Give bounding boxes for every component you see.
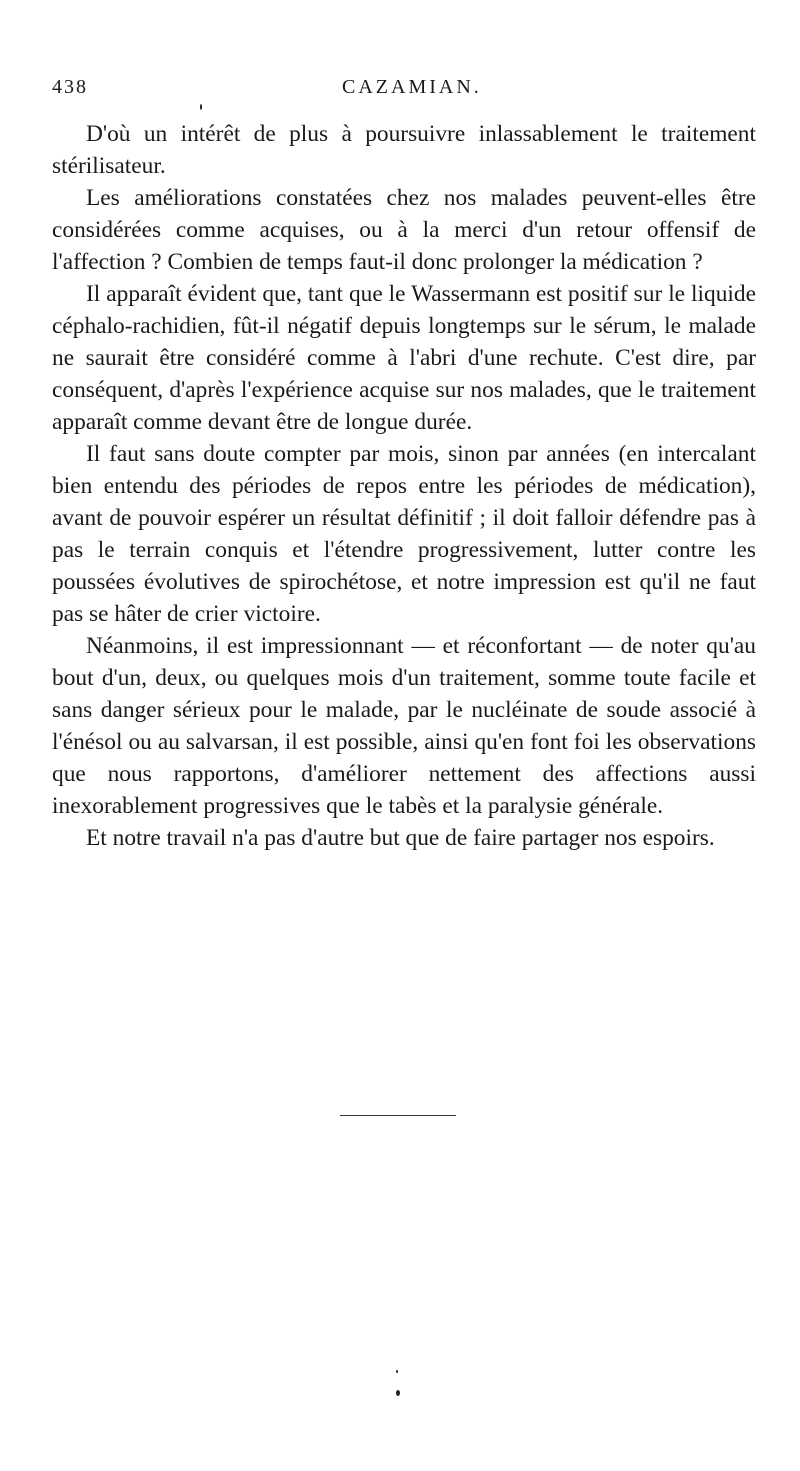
paragraph: D'où un intérêt de plus à poursuivre inlassablement le traitement stérilisateur. — [52, 121, 756, 179]
running-head: CAZAMIAN. — [342, 76, 482, 98]
ink-speck — [200, 104, 202, 110]
page-header — [52, 76, 752, 102]
paragraph: Les améliorations constatées chez nos malades peuvent-elles être considérées comme acquises, ou à la merci d'un retour offensif de l'affection ? Combien de temps faut-il donc prolonger la médication ? — [52, 185, 756, 275]
ink-speck — [396, 1370, 398, 1373]
page-number: 438 — [52, 76, 88, 98]
body-text — [52, 118, 756, 854]
ink-speck — [396, 1390, 400, 1396]
end-rule — [340, 1115, 456, 1116]
paragraph: Et notre travail n'a pas d'autre but que de faire partager nos espoirs. — [86, 825, 715, 851]
paragraph: Néanmoins, il est impressionnant — et réconfortant — de noter qu'au bout d'un, deux, ou quelques mois d'un traitement, somme toute facile et sans danger sérieux pour le malade, par le nucléinate de soude associé à l'énésol ou au salvarsan, il est possible, ainsi qu'en font foi les observations que nous rapportons, d'améliorer nettement des affections aussi inexorablement progressives que le tabès et la paralysie générale. — [52, 633, 756, 819]
paragraph: Il apparaît évident que, tant que le Wassermann est positif sur le liquide céphalo-rachidien, fût-il négatif depuis longtemps sur le sérum, le malade ne saurait être considéré comme à l'abri d'une rechute. C'est dire, par conséquent, d'après l'expérience acquise sur nos malades, que le traitement apparaît comme devant être de longue durée. — [52, 281, 756, 435]
paragraph: Il faut sans doute compter par mois, sinon par années (en intercalant bien entendu des périodes de repos entre les périodes de médication), avant de pouvoir espérer un résultat définitif ; il doit falloir défendre pas à pas le terrain conquis et l'étendre progressivement, lutter contre les poussées évolutives de spirochétose, et notre impression est qu'il ne faut pas se hâter de crier victoire. — [52, 441, 756, 627]
